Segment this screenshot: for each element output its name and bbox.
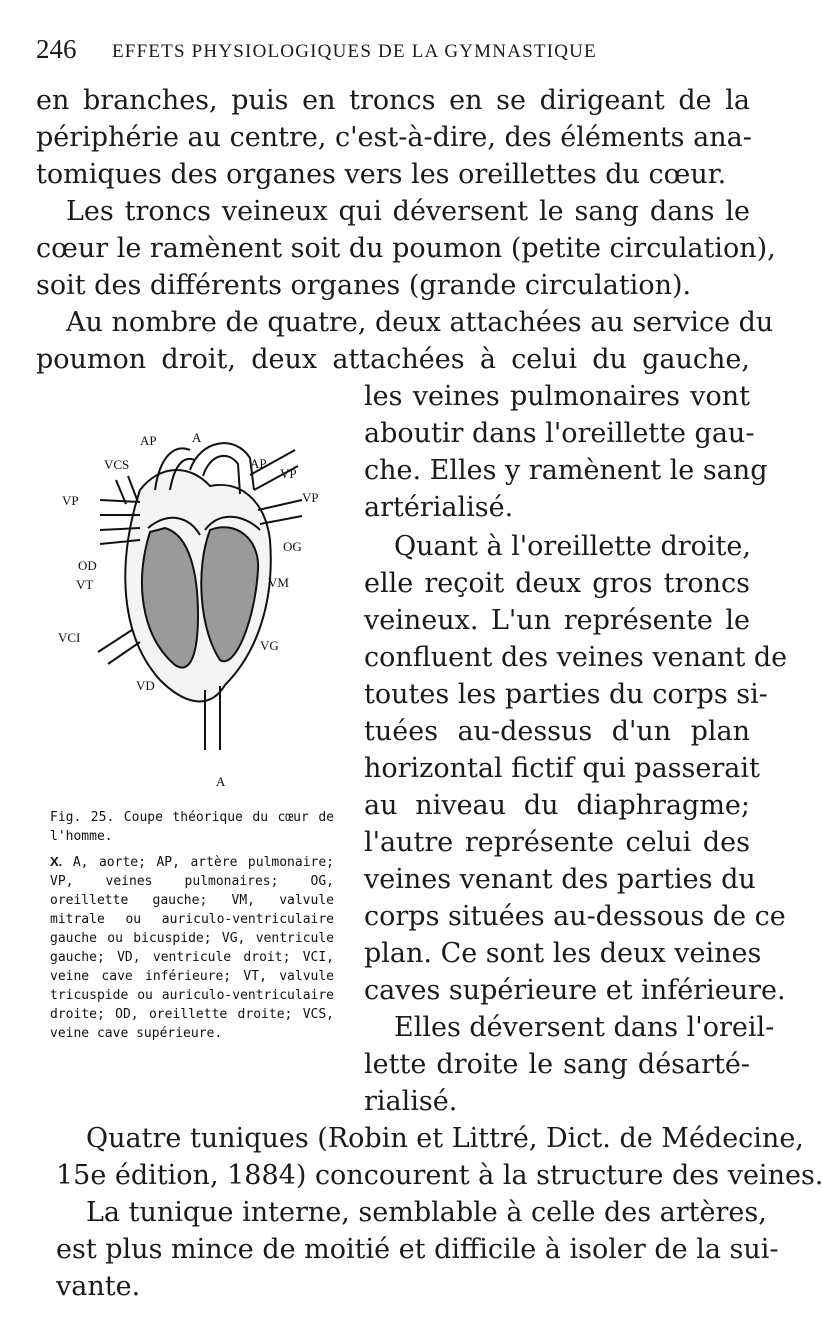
heart-illustration — [40, 420, 340, 789]
figure-label: A — [192, 430, 202, 445]
figure-label: VP — [62, 493, 79, 508]
text-line: 15e édition, 1884) concourent à la structure des veines. — [56, 1160, 823, 1191]
figure-label: VD — [136, 678, 155, 693]
caption-legend-text: A, aorte; AP, artère pulmonaire; VP, veines pulmonaires; OG, oreillette gauche; VM, valvule mitrale ou auriculo-ventriculaire gauche ou bicuspide; VG, ventricule gauche; VD, ventricule droit; VCI, veine cave inférieure; VT, valvule tricuspide ou auriculo-ventriculaire droite; OD, oreillette droite; VCS, veine cave supérieure. — [50, 855, 335, 1041]
text-line: soit des différents organes (grande circulation). — [36, 270, 692, 301]
text-line: les veines pulmonaires vont — [364, 381, 750, 412]
text-line: La tunique interne, semblable à celle des artères, — [86, 1197, 767, 1228]
caption-mark: X. — [50, 854, 63, 869]
figure-label: OD — [78, 558, 97, 573]
text-line: Quant à l'oreillette droite, — [394, 531, 751, 562]
text-line: tomiques des organes vers les oreillettes du cœur. — [36, 159, 727, 190]
caption-legend — [50, 852, 334, 1043]
text-line: en branches, puis en troncs en se dirigeant de la — [36, 85, 750, 116]
text-line: toutes les parties du corps si- — [364, 679, 768, 710]
figure-label: VP — [280, 466, 297, 481]
text-line: Elles déversent dans l'oreil- — [394, 1012, 775, 1043]
text-line: cœur le ramènent soit du poumon (petite circulation), — [36, 233, 776, 264]
text-line: Au nombre de quatre, deux attachées au service du — [66, 307, 774, 338]
figure-label: VG — [260, 638, 279, 653]
text-line: veineux. L'un représente le — [364, 605, 750, 636]
figure-label: A — [216, 774, 226, 789]
text-line: périphérie au centre, c'est-à-dire, des éléments ana- — [36, 122, 752, 153]
figure-label: AP — [140, 433, 157, 448]
figure-caption — [50, 808, 334, 1043]
text-line: plan. Ce sont les deux veines — [364, 938, 762, 969]
caption-title: Fig. 25. Coupe théorique du cœur de l'homme. — [50, 810, 334, 844]
text-line: aboutir dans l'oreillette gau- — [364, 418, 755, 449]
text-line: Quatre tuniques (Robin et Littré, Dict. de Médecine, — [86, 1123, 804, 1154]
running-title: EFFETS PHYSIOLOGIQUES DE LA GYMNASTIQUE — [112, 41, 597, 62]
figure-label: VM — [268, 575, 289, 590]
text-line: lette droite le sang désarté- — [364, 1049, 750, 1080]
text-line: caves supérieure et inférieure. — [364, 975, 786, 1006]
text-line: rialisé. — [364, 1086, 458, 1117]
figure-label: VT — [76, 577, 94, 592]
text-line: corps situées au-dessous de ce — [364, 901, 786, 932]
figure-label: AP — [250, 456, 267, 471]
text-line: est plus mince de moitié et difficile à isoler de la sui- — [56, 1234, 779, 1265]
text-line: tuées au-dessus d'un plan — [364, 716, 750, 747]
heart-figure — [40, 420, 340, 789]
text-line: au niveau du diaphragme; — [364, 790, 750, 821]
text-line: Les troncs veineux qui déversent le sang dans le — [66, 196, 750, 227]
figure-label: VP — [302, 490, 319, 505]
text-line: che. Elles y ramènent le sang — [364, 455, 768, 486]
text-line: horizontal fictif qui passerait — [364, 753, 760, 784]
text-line: artérialisé. — [364, 492, 514, 523]
text-line: vante. — [56, 1271, 141, 1302]
figure-label: OG — [283, 539, 302, 554]
text-line: l'autre représente celui des — [364, 827, 750, 858]
text-line: poumon droit, deux attachées à celui du gauche, — [36, 344, 750, 375]
figure-label: VCS — [104, 457, 130, 472]
page-number: 246 — [36, 34, 77, 64]
text-line: veines venant des parties du — [364, 864, 756, 895]
page-header — [36, 34, 756, 70]
text-line: confluent des veines venant de — [364, 642, 788, 673]
text-line: elle reçoit deux gros troncs — [364, 568, 750, 599]
figure-label: VCI — [58, 630, 81, 645]
